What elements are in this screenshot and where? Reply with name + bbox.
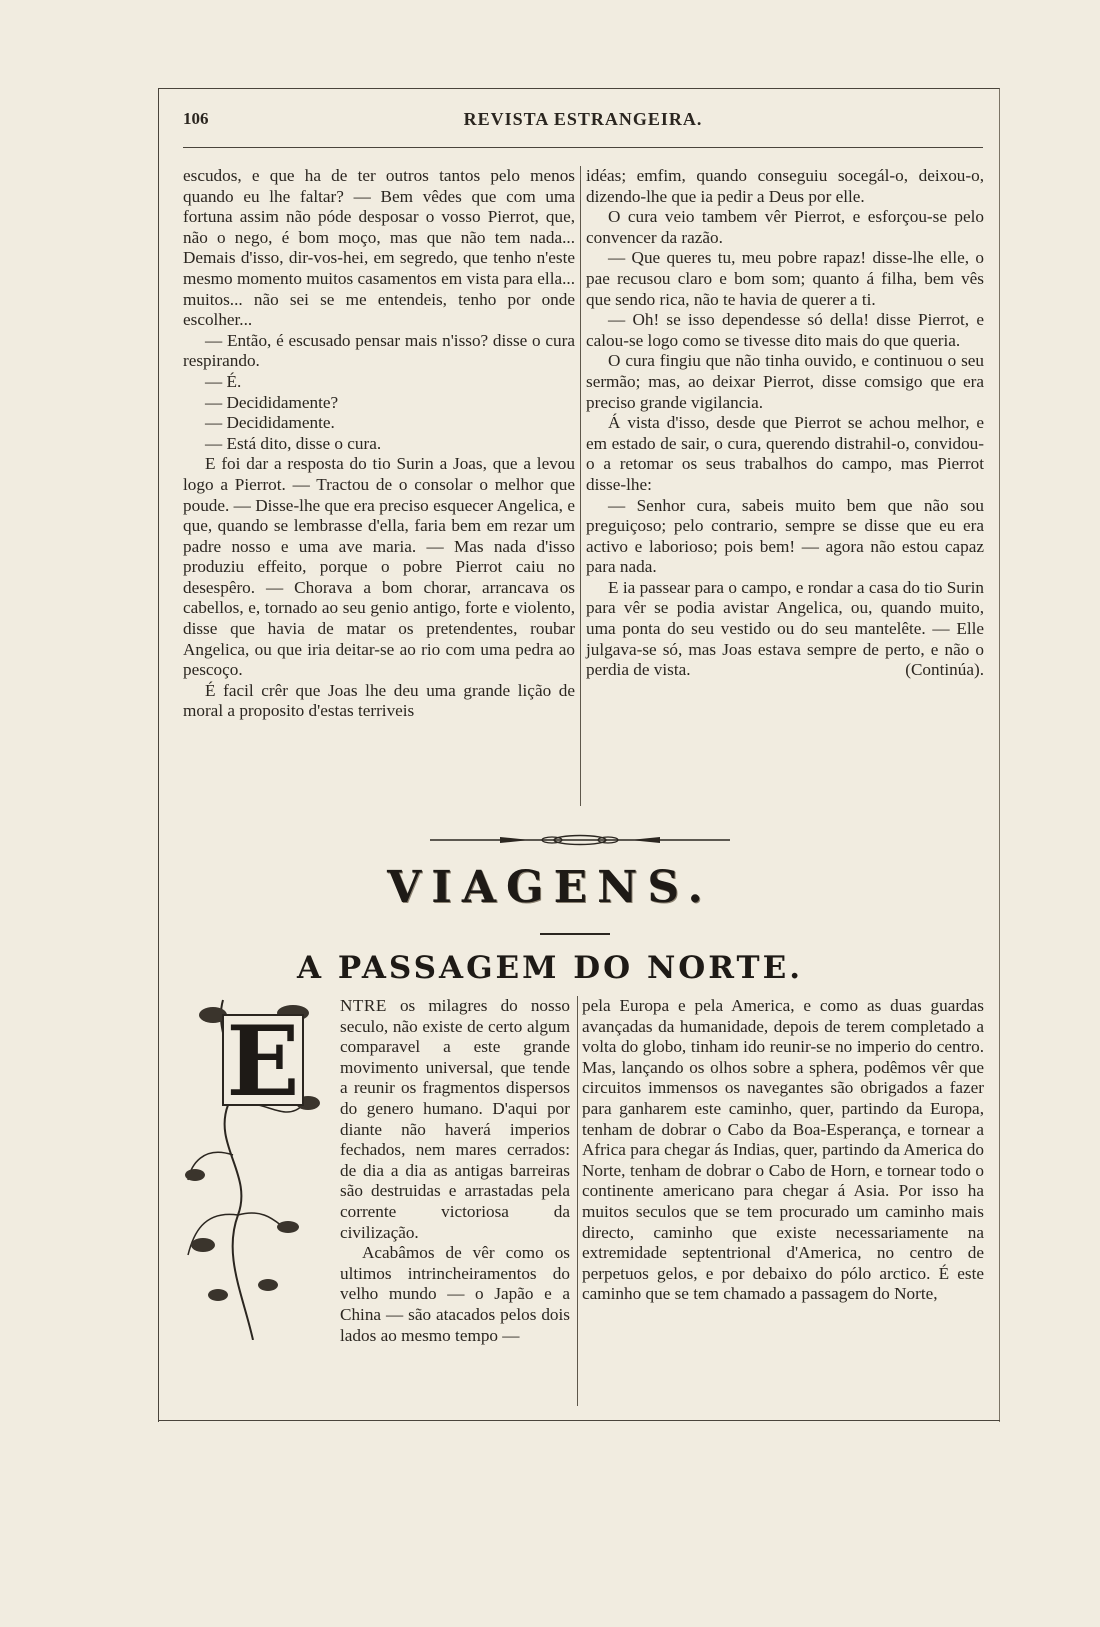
dropcap-letter: E	[226, 1005, 300, 1118]
paragraph: E foi dar a resposta do tio Surin a Joas, que a levou logo a Pierrot. — Tractou de o consolar o melhor que poude. — Disse-lhe que era preciso esquecer Angelica, e que, quando se lembrasse d'ella, faria bem em rezar um padre nosso e uma ave maria. — Mas nada d'isso produziu effeito, porque o pobre Pierrot caiu no desespêro. — Chorava a bom chorar, arrancava os cabellos, e, tornado ao seu genio antigo, forte e violento, disse que havia de matar os pretendentes, roubar Angelica, ou que iria deitar-se ao rio com uma pedra ao pescoço.	[183, 454, 575, 680]
article-title: A PASSAGEM DO NORTE.	[296, 950, 804, 986]
column-divider	[577, 996, 578, 1406]
story-column-right	[586, 166, 984, 681]
paragraph: — É.	[205, 371, 242, 391]
paragraph: — Decididamente.	[205, 413, 335, 433]
page-number: 106	[183, 109, 209, 128]
article-column-left	[340, 996, 570, 1346]
paragraph: — Que queres tu, meu pobre rapaz! disse-lhe elle, o pae recusou claro e bom som; quanto á filha, bem vês que sendo rica, não te havia de querer a ti.	[586, 248, 984, 309]
page-header	[183, 105, 983, 135]
paragraph: É facil crêr que Joas lhe deu uma grande lição de moral a proposito d'estas terriveis	[183, 680, 575, 721]
paragraph: Acabâmos de vêr como os ultimos intrincheiramentos do velho mundo — o Japão e a China — são atacados pelos dois lados ao mesmo tempo —	[340, 1243, 570, 1345]
paragraph: idéas; emfim, quando conseguiu socegál-o, deixou-o, dizendo-lhe que ia pedir a Deus por elle.	[586, 166, 984, 206]
first-word-rest: NTRE	[340, 996, 387, 1015]
title-dash	[540, 933, 610, 935]
paragraph: escudos, e que ha de ter outros tantos pelo menos quando eu lhe faltar? — Bem vêdes que com uma fortuna assim não póde desposar o vosso Pierrot, que, não o nego, é bom moço, mas que não tem nada... Demais d'isso, dir-vos-hei, em segredo, que tenho n'este mesmo momento muitos casamentos em vista para ella... muitos... não sei se me entendeis, tenho por onde escolher...	[183, 166, 575, 330]
paragraph-text: E ia passear para o campo, e rondar a casa do tio Surin para vêr se podia avistar Angelica, ou, quando muito, uma ponta do seu vestido ou do seu mantelête. — Elle julgava-se só, mas Joas estava sempre de perto, e não o perdia de vista.	[586, 577, 984, 680]
paragraph: — Oh! se isso dependesse só della! disse Pierrot, e calou-se logo como se tivesse dito mais do que queria.	[586, 310, 984, 350]
paragraph: Á vista d'isso, desde que Pierrot se achou melhor, e em estado de sair, o cura, querendo distrahil-o, convidou-o a retomar os seus trabalhos do campo, mas Pierrot disse-lhe:	[586, 413, 984, 494]
column-divider	[580, 166, 581, 806]
bottom-rule	[158, 1420, 1000, 1421]
article-column-right	[582, 996, 984, 1305]
running-title: REVISTA ESTRANGEIRA.	[463, 109, 703, 129]
paragraph: — Senhor cura, sabeis muito bem que não sou preguiçoso; pelo contrario, sempre se disse que eu era activo e laborioso; pois bem! — agora não estou capaz para nada.	[586, 495, 984, 577]
header-rule	[183, 147, 983, 148]
story-column-left	[183, 166, 575, 722]
ornamental-initial-icon	[183, 995, 337, 1340]
paragraph: O cura veio tambem vêr Pierrot, e esforçou-se pelo convencer da razão.	[586, 207, 984, 247]
paragraph	[586, 578, 984, 681]
paragraph-text: os milagres do nosso seculo, não existe de certo algum comparavel a este grande movimento universal, que tende a reunir os fragmentos dispersos do genero humano. D'aqui por diante não haverá imperios fechados, nem mares cerrados: de dia a dia as antigas barreiras são destruidas e arrastadas pela corrente victoriosa da civilização.	[340, 996, 570, 1242]
paragraph: — Então, é escusado pensar mais n'isso? disse o cura respirando.	[183, 330, 575, 371]
ornamental-divider-icon	[430, 834, 730, 846]
continua-note: (Continúa).	[905, 660, 984, 680]
paragraph: O cura fingiu que não tinha ouvido, e continuou o seu sermão; mas, ao deixar Pierrot, disse comsigo que era preciso grande vigilancia.	[586, 351, 984, 412]
paragraph: — Decididamente?	[205, 392, 339, 412]
section-title: VIAGENS.	[387, 862, 713, 913]
paragraph	[340, 996, 570, 1243]
paragraph: pela Europa e pela America, e como as duas guardas avançadas da humanidade, depois de terem completado a volta do globo, tinham ido reunir-se no imperio do centro. Mas, lançando os olhos sobre a sphera, podêmos vêr que circuitos immensos os navegantes são obrigados a fazer para ganharem este caminho, quer, partindo da Europa, tenham de dobrar o Cabo da Boa-Esperança, e tornear a Africa para chegar ás Indias, quer, partindo da America do Norte, tenham de dobrar o Cabo de Horn, e tornear todo o continente americano para chegar á Asia. Por isso ha muitos seculos que se tem procurado um caminho mais directo, caminho que existe necessariamente na extremidade septentrional d'America, no centro de perpetuos gelos, e por debaixo do pólo arctico. É este caminho que se tem chamado a passagem do Norte,	[582, 996, 984, 1304]
paragraph: — Está dito, disse o cura.	[205, 433, 382, 453]
